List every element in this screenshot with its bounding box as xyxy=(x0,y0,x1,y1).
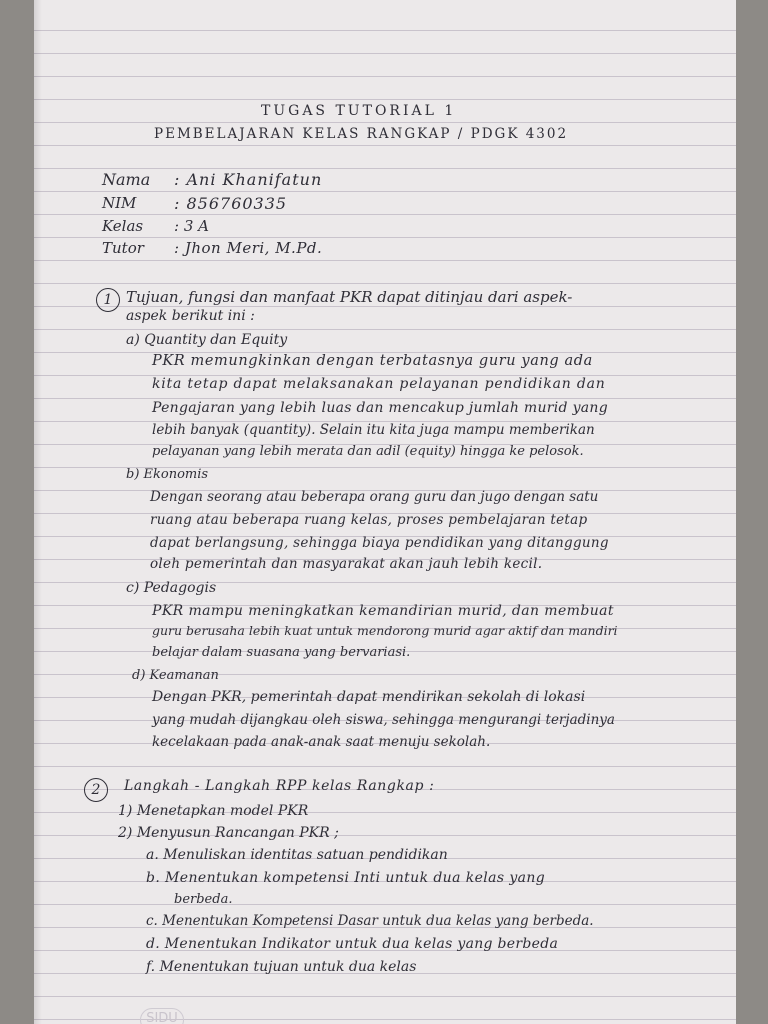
q1-b-line-4: oleh pemerintah dan masyarakat akan jauh lebih kecil. xyxy=(150,556,543,572)
q1-d-line-1: Dengan PKR, pemerintah dapat mendirikan sekolah di lokasi xyxy=(152,689,586,705)
q2-substep-d: d. Menentukan Indikator untuk dua kelas yang berbeda xyxy=(146,936,559,952)
q1-b-line-2: ruang atau beberapa ruang kelas, proses pembelajaran tetap xyxy=(150,512,588,528)
q1-c-line-1: PKR mampu meningkatkan kemandirian murid, dan membuat xyxy=(152,603,614,619)
identity-kelas-value: : 3 A xyxy=(174,217,209,235)
identity-nim-value: : 856760335 xyxy=(174,194,288,213)
q1-intro-line-1: Tujuan, fungsi dan manfaat PKR dapat ditinjau dari aspek- xyxy=(126,288,573,306)
q1-a-line-3: Pengajaran yang lebih luas dan mencakup jumlah murid yang xyxy=(152,400,609,416)
q2-step-2: 2) Menyusun Rancangan PKR ; xyxy=(118,825,339,841)
identity-nim-label: NIM xyxy=(102,194,137,212)
q1-a-line-1: PKR memungkinkan dengan terbatasnya guru yang ada xyxy=(152,353,593,369)
q1-c-title: c) Pedagogis xyxy=(126,580,217,596)
q1-d-title: d) Keamanan xyxy=(132,668,219,683)
notebook-brand-watermark: SIDU xyxy=(140,1008,184,1024)
identity-name-value: : Ani Khanifatun xyxy=(174,170,323,189)
q2-title: Langkah - Langkah RPP kelas Rangkap : xyxy=(124,778,435,794)
course-title: PEMBELAJARAN KELAS RANGKAP / PDGK 4302 xyxy=(154,126,569,142)
q1-d-line-2: yang mudah dijangkau oleh siswa, sehingga mengurangi terjadinya xyxy=(152,712,615,728)
q1-a-title: a) Quantity dan Equity xyxy=(126,332,288,348)
q1-b-title: b) Ekonomis xyxy=(126,467,209,482)
q1-intro-line-2: aspek berikut ini : xyxy=(126,308,255,324)
q1-b-line-1: Dengan seorang atau beberapa orang guru dan jugo dengan satu xyxy=(150,489,599,505)
q1-d-line-3: kecelakaan pada anak-anak saat menuju sekolah. xyxy=(152,734,491,750)
q1-b-line-3: dapat berlangsung, sehingga biaya pendidikan yang ditanggung xyxy=(150,535,609,551)
q2-substep-b-cont: berbeda. xyxy=(174,892,233,907)
q1-a-line-5: pelayanan yang lebih merata dan adil (equity) hingga ke pelosok. xyxy=(152,444,584,459)
q1-c-line-2: guru berusaha lebih kuat untuk mendorong murid agar aktif dan mandiri xyxy=(152,623,618,638)
assignment-title: TUGAS TUTORIAL 1 xyxy=(261,103,457,119)
q1-a-line-2: kita tetap dapat melaksanakan pelayanan pendidikan dan xyxy=(152,376,606,392)
q2-substep-f: f. Menentukan tujuan untuk dua kelas xyxy=(146,959,417,975)
question-1-number: 1 xyxy=(96,288,120,312)
identity-tutor-label: Tutor xyxy=(102,239,144,257)
q2-substep-c: c. Menentukan Kompetensi Dasar untuk dua kelas yang berbeda. xyxy=(146,913,594,929)
notebook-page xyxy=(34,0,736,1024)
page-edge-shadow xyxy=(34,0,42,1024)
q2-substep-a: a. Menuliskan identitas satuan pendidikan xyxy=(146,847,448,863)
q2-substep-b: b. Menentukan kompetensi Inti untuk dua kelas yang xyxy=(146,870,546,886)
identity-tutor-value: : Jhon Meri, M.Pd. xyxy=(174,239,323,257)
question-2-number: 2 xyxy=(84,778,108,802)
identity-kelas-label: Kelas xyxy=(102,217,144,235)
q2-step-1: 1) Menetapkan model PKR xyxy=(118,803,309,819)
identity-name-label: Nama xyxy=(102,170,151,189)
q1-c-line-3: belajar dalam suasana yang bervariasi. xyxy=(152,645,411,660)
q1-a-line-4: lebih banyak (quantity). Selain itu kita juga mampu memberikan xyxy=(152,422,595,438)
